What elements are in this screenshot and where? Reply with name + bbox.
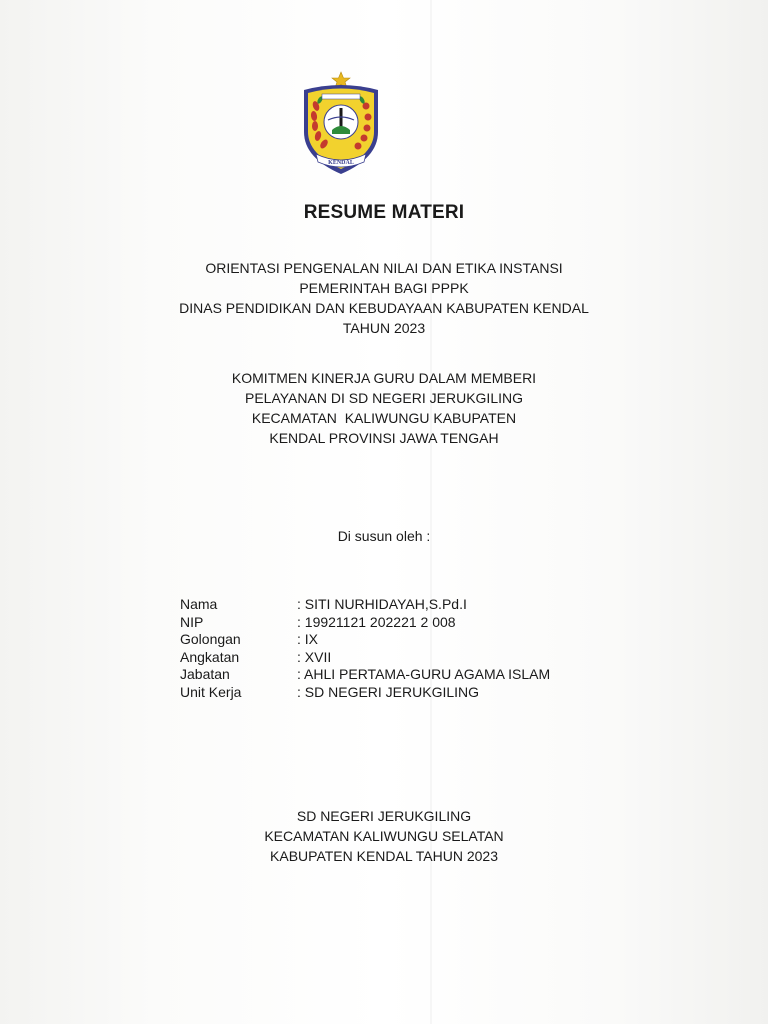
info-value: : SD NEGERI JERUKGILING (297, 683, 480, 700)
byline: Di susun oleh : (337, 528, 431, 544)
scan-fold-line (430, 0, 432, 1024)
footer-line: SD NEGERI JERUKGILING (296, 808, 472, 824)
info-row-nip (180, 614, 550, 632)
info-row-angkatan (180, 649, 550, 667)
info-row-unit-kerja (180, 684, 550, 702)
document-title: RESUME MATERI (303, 202, 465, 223)
info-row-golongan (180, 631, 550, 649)
info-label: NIP (180, 613, 204, 630)
info-value: : SITI NURHIDAYAH,S.Pd.I (297, 596, 467, 612)
author-info-table (180, 596, 550, 701)
subtitle-line: ORIENTASI PENGENALAN NILAI DAN ETIKA INSTANSI (205, 260, 563, 276)
info-label: Angkatan (180, 648, 240, 665)
topic-line: KENDAL PROVINSI JAWA TENGAH (269, 430, 499, 446)
info-label: Nama (180, 596, 218, 612)
info-row-nama (180, 596, 550, 614)
info-value: : 19921121 202221 2 008 (297, 613, 456, 630)
emblem-banner-text: KENDAL (328, 160, 354, 166)
info-label: Unit Kerja (180, 683, 242, 700)
info-label: Jabatan (180, 666, 230, 682)
footer-block (0, 806, 768, 866)
info-value: : AHLI PERTAMA-GURU AGAMA ISLAM (297, 666, 551, 682)
info-row-jabatan (180, 666, 550, 684)
footer-line: KECAMATAN KALIWUNGU SELATAN (264, 828, 504, 844)
topic-line: KOMITMEN KINERJA GURU DALAM MEMBERI (231, 370, 537, 386)
subtitle-block (0, 258, 768, 338)
topic-line: KECAMATAN KALIWUNGU KABUPATEN (251, 410, 517, 426)
topic-block (0, 368, 768, 448)
info-label: Golongan (180, 631, 241, 647)
subtitle-line: TAHUN 2023 (342, 320, 426, 336)
topic-line: PELAYANAN DI SD NEGERI JERUKGILING (245, 390, 523, 406)
footer-line: KABUPATEN KENDAL TAHUN 2023 (270, 848, 498, 864)
info-value: : IX (297, 631, 319, 647)
subtitle-line: PEMERINTAH BAGI PPPK (299, 280, 469, 296)
info-value: : XVII (297, 648, 332, 665)
subtitle-line: DINAS PENDIDIKAN DAN KEBUDAYAAN KABUPATEN KENDAL (179, 300, 589, 316)
kendal-emblem-logo (298, 70, 384, 178)
